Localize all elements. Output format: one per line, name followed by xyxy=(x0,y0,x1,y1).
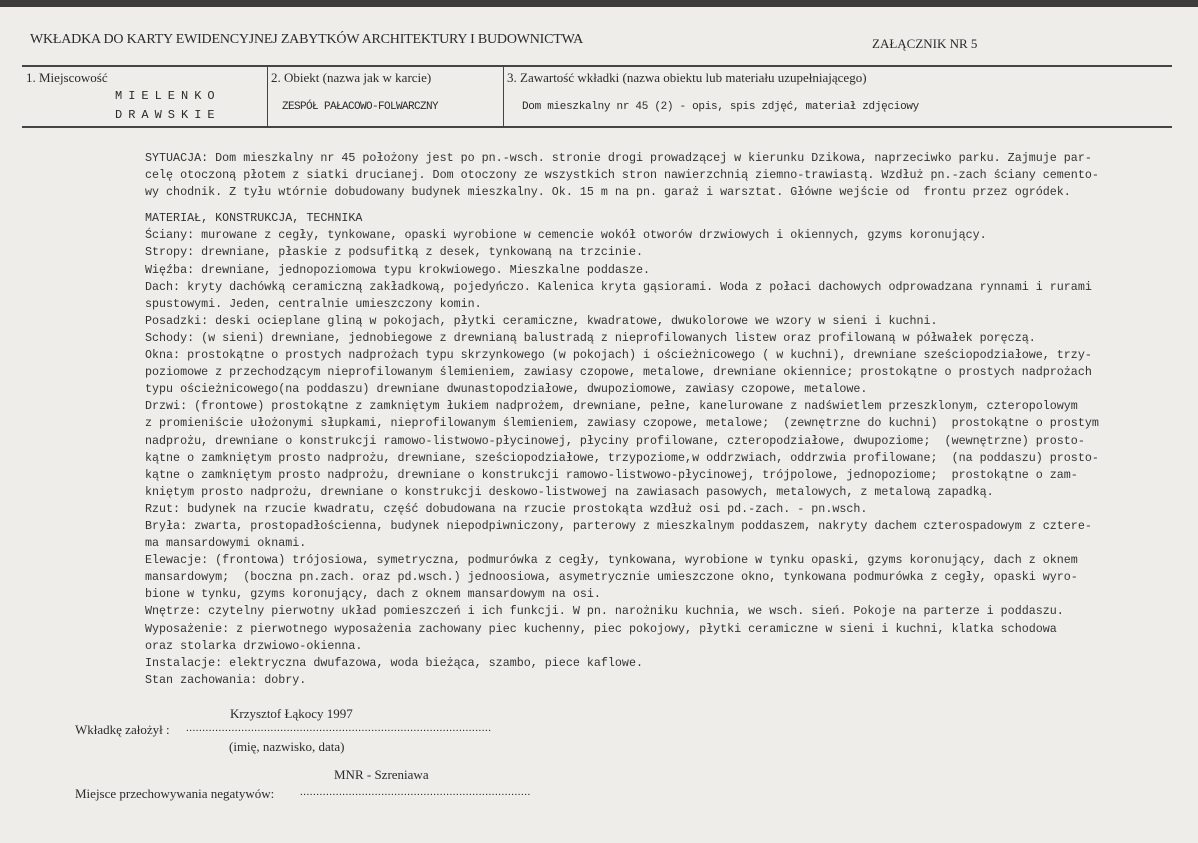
description-line: Schody: (w sieni) drewniane, jednobiegowe z drewnianą balustradą z nieprofilowanych listew oraz profilowaną w półwałek poręczą. xyxy=(145,330,1036,345)
author-hint: (imię, nazwisko, data) xyxy=(229,739,345,754)
description-line: ma mansardowymi oknami. xyxy=(145,536,307,551)
description-line: Instalacje: elektryczna dwufazowa, woda bieżąca, szambo, piece kaflowe. xyxy=(145,655,643,670)
description-line: Wnętrze: czytelny pierwotny układ pomieszczeń i ich funkcji. W pn. narożniku kuchnia, we wsch. sień. Pokoje na parterze i poddaszu. xyxy=(145,604,1064,619)
locality-value-line2: DRAWSKIE xyxy=(115,108,221,122)
table-top-rule xyxy=(22,65,1172,67)
description-line: Dach: kryty dachówką ceramiczną zakładkową, pojedyńczo. Kalenica kryta gąsiorami. Woda z połaci dachowych odprowadzana rynnami i rurami xyxy=(145,279,1092,294)
description-line: typu ościeżnicowego(na poddaszu) drewniane dwunastopodziałowe, dwupoziomowe, zawiasy czopowe, metalowe. xyxy=(145,382,868,397)
description-line: poziomowe z przechodzącym nieprofilowanym ślemieniem, zawiasy czopowe, metalowe, drewniane okiennice; prostokątne o prostych nadprożach xyxy=(145,365,1092,380)
description-line: kniętym prosto nadprożu, drewniane o konstrukcji deskowo-listwowej na zawiasach pasowych, metalowych, z metalową zapadką. xyxy=(145,484,994,499)
annex-number: ZAŁĄCZNIK NR 5 xyxy=(872,36,978,51)
description-line: kątne o zamkniętym prosto nadprożu, drewniane, sześciopodziałowe, trzypoziome,w oddrzwiach, oddrzwia profilowane; (na poddaszu) prosto- xyxy=(145,450,1099,465)
document-title: WKŁADKA DO KARTY EWIDENCYJNEJ ZABYTKÓW ARCHITEKTURY I BUDOWNICTWA xyxy=(30,32,583,47)
description-line: Bryła: zwarta, prostopadłościenna, budynek niepodpiwniczony, parterowy z mieszkalnym poddaszem, nakryty dachem czterospadowym z cztere- xyxy=(145,518,1092,533)
description-line: Posadzki: deski ocieplane gliną w pokojach, płytki ceramiczne, kwadratowe, dwukolorowe we wzory w sieni i kuchni. xyxy=(145,313,938,328)
description-line: Wyposażenie: z pierwotnego wyposażenia zachowany piec kuchenny, piec pokojowy, płytki ceramiczne w sieni i kuchni, klatka schodowa xyxy=(145,621,1057,636)
description-line: Więźba: drewniane, jednopoziomowa typu krokwiowego. Mieszkalne poddasze. xyxy=(145,262,650,277)
description-line: Rzut: budynek na rzucie kwadratu, część dobudowana na rzucie prostokąta wzdłuż osi pd.-zach. - pn.wsch. xyxy=(145,501,868,516)
table-bottom-rule xyxy=(22,126,1172,128)
situation-line: celę otoczoną płotem z siatki drucianej. Dom otoczony ze wszystkich stron nawierzchnią ziemno-trawiastą. Wzdłuż pn.-zach ściany cemento- xyxy=(145,168,1099,183)
storage-label: Miejsce przechowywania negatywów: xyxy=(75,786,275,801)
contents-value: Dom mieszkalny nr 45 (2) - opis, spis zdjęć, materiał zdjęciowy xyxy=(522,101,919,113)
column-divider xyxy=(267,66,268,127)
situation-line: SYTUACJA: Dom mieszkalny nr 45 położony jest po pn.-wsch. stronie drogi prowadzącej w kierunku Dzikowa, naprzeciwko parku. Zajmuje par- xyxy=(145,151,1092,165)
author-dotted-line: .............................................................................................. xyxy=(186,722,492,734)
description-line: nadprożu, drewniane o konstrukcji ramowo-listwowo-płycinowej, płyciny profilowane, czteropodziałowe, dwupoziome; (wewnętrzne) prosto- xyxy=(145,433,1085,448)
scan-edge xyxy=(0,0,1198,7)
description-line: Elewacje: (frontowa) trójosiowa, symetryczna, podmurówka z cegły, tynkowana, wyrobione w tynku opaski, gzyms koronujący, dach z oknem xyxy=(145,553,1078,568)
storage-dotted-line: ....................................................................... xyxy=(300,786,531,798)
description-line: spustowymi. Jeden, centralnie umieszczony komin. xyxy=(145,296,482,311)
description-line: Okna: prostokątne o prostych nadprożach typu skrzynkowego (w pokojach) i ościeżnicowego ( w kuchni), drewniane sześciopodziałowe, trzy- xyxy=(145,348,1092,363)
locality-value-line1: MIELENKO xyxy=(115,89,221,103)
description-line: bione w tynku, gzyms koronujący, dach z oknem mansardowym na osi. xyxy=(145,587,601,602)
column-divider xyxy=(503,66,504,127)
section-heading: MATERIAŁ, KONSTRUKCJA, TECHNIKA xyxy=(145,211,363,226)
author-value: Krzysztof Łąkocy 1997 xyxy=(230,706,353,721)
description-line: Ściany: murowane z cegły, tynkowane, opaski wyrobione w cemencie wokół otworów drzwiowych i okiennych, gzyms koronujący. xyxy=(145,228,987,243)
description-line: z promieniście ułożonymi słupkami, nieprofilowanym ślemieniem, zawiasy czopowe, metalowe; (zewnętrzne do kuchni) prostokątne o prostym xyxy=(145,416,1099,431)
description-line: Stan zachowania: dobry. xyxy=(145,672,307,687)
description-line: mansardowym; (boczna pn.zach. oraz pd.wsch.) jednoosiowa, asymetrycznie umieszczone okno, tynkowana podmurówka z cegły, opaski wyro- xyxy=(145,570,1078,585)
storage-value: MNR - Szreniawa xyxy=(334,767,429,782)
description-line: oraz stolarka drzwiowo-okienna. xyxy=(145,638,363,653)
author-label: Wkładkę założył : xyxy=(75,722,170,737)
description-line: Drzwi: (frontowe) prostokątne z zamkniętym łukiem nadprożem, drewniane, pełne, kanelurowane z nadświetlem przeszklonym, czteropolowym xyxy=(145,399,1078,414)
description-line: kątne o zamkniętym prosto nadprożu, drewniane o konstrukcji ramowo-listwowo-płycinowej, trójpolowe, jednopoziome; prostokątne o zam- xyxy=(145,467,1078,482)
contents-label: 3. Zawartość wkładki (nazwa obiektu lub materiału uzupełniającego) xyxy=(507,70,867,85)
object-value: ZESPÓŁ PAŁACOWO-FOLWARCZNY xyxy=(282,101,439,113)
description-body xyxy=(145,150,1099,689)
description-line: Stropy: drewniane, płaskie z podsufitką z desek, tynkowaną na trzcinie. xyxy=(145,245,643,260)
locality-label: 1. Miejscowość xyxy=(26,70,108,85)
object-label: 2. Obiekt (nazwa jak w karcie) xyxy=(271,70,432,85)
situation-line: wy chodnik. Z tyłu wtórnie dobudowany budynek mieszkalny. Ok. 15 m na pn. garaż i warsztat. Główne wejście od frontu przez ogródek. xyxy=(145,185,1071,200)
